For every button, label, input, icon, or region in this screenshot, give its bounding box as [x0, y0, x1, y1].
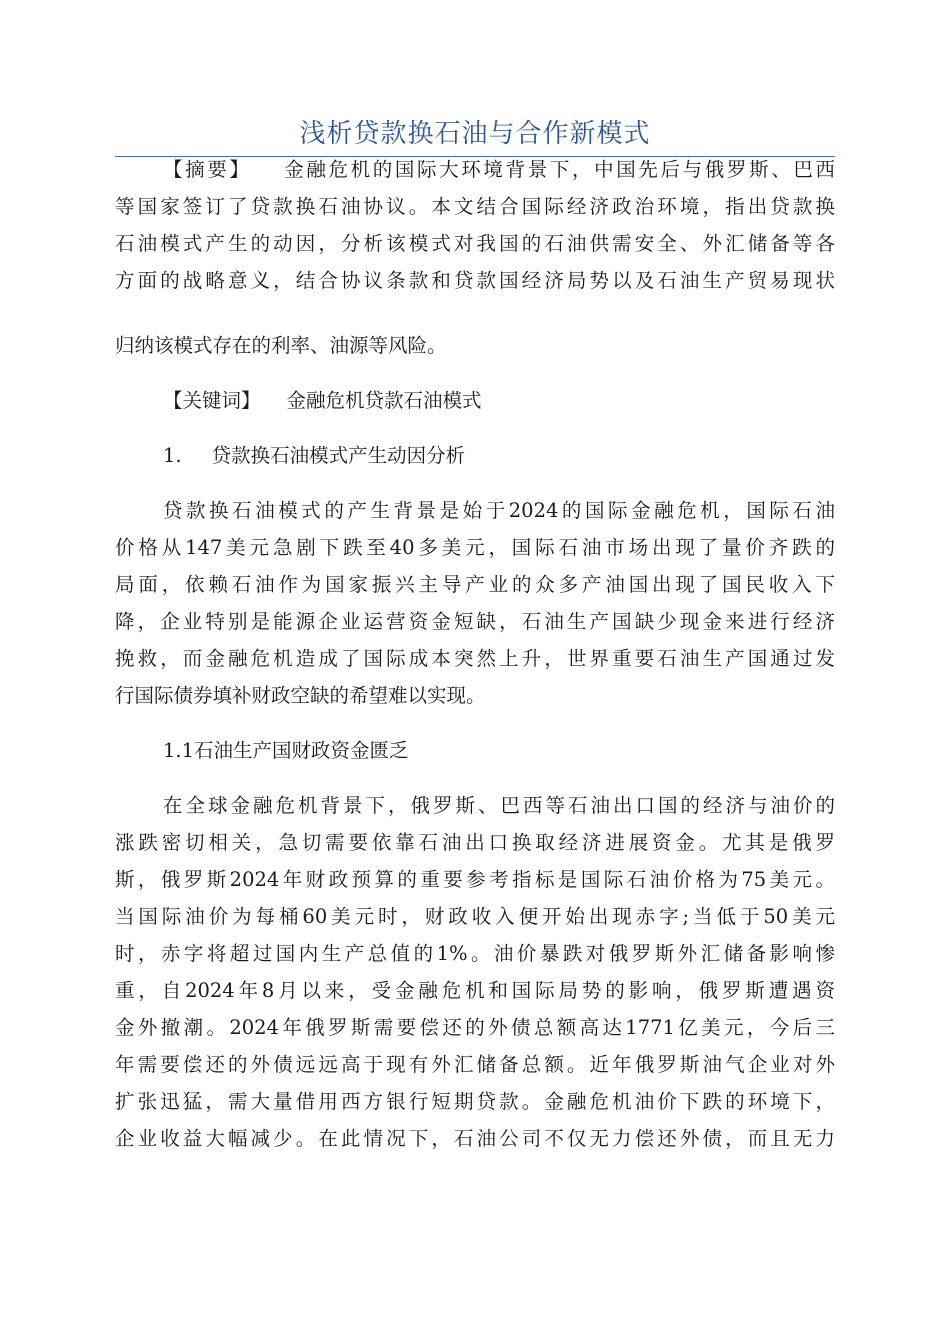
- section-1-1-para-line: 企业收益大幅减少。在此情况下，石油公司不仅无力偿还外债，而且无力: [115, 1127, 835, 1150]
- section-1-1-para-line: 重，自2024年8月以来，受金融危机和国际局势的影响，俄罗斯遭遇资: [115, 979, 835, 1002]
- abstract-line-5: 归纳该模式存在的利率、油源等风险。: [115, 334, 447, 357]
- keywords-text: 金融危机贷款石油模式: [286, 389, 482, 412]
- section-1-1-para-line: 在全球金融危机背景下，俄罗斯、巴西等石油出口国的经济与油价的: [163, 794, 835, 817]
- document-title: 浅析贷款换石油与合作新模式: [299, 119, 651, 149]
- abstract-line-3: 石油模式产生的动因，分析该模式对我国的石油供需安全、外汇储备等各: [115, 232, 835, 255]
- section-1-para-line: 价格从147美元急剧下跌至40多美元，国际石油市场出现了量价齐跌的: [115, 536, 835, 559]
- section-1-1-para-line: 涨跌密切相关，急切需要依靠石油出口换取经济进展资金。尤其是俄罗: [115, 831, 835, 854]
- section-1-para-line: 局面，依赖石油作为国家振兴主导产业的众多产油国出现了国民收入下: [115, 573, 835, 596]
- section-1-para-line: 降，企业特别是能源企业运营资金短缺，石油生产国缺少现金来进行经济: [115, 610, 835, 633]
- section-1-1-para-line: 扩张迅猛，需大量借用西方银行短期贷款。金融危机油价下跌的环境下，: [115, 1090, 835, 1113]
- section-1-1-para-line: 当国际油价为每桶60美元时，财政收入便开始出现赤字;当低于50美元: [115, 905, 835, 928]
- abstract-line-2: 等国家签订了贷款换石油协议。本文结合国际经济政治环境，指出贷款换: [115, 195, 835, 218]
- section-1-number: 1.: [163, 444, 182, 467]
- section-1-heading: [163, 438, 835, 474]
- section-1-1-para-line: 斯，俄罗斯2024年财政预算的重要参考指标是国际石油价格为75美元。: [115, 868, 835, 891]
- section-1-para-line: 贷款换石油模式的产生背景是始于2024的国际金融危机，国际石油: [163, 499, 835, 522]
- section-1-1-para-line: 时，赤字将超过国内生产总值的1%。油价暴跌对俄罗斯外汇储备影响惨: [115, 942, 835, 965]
- section-1-1-para-line: 金外撤潮。2024年俄罗斯需要偿还的外债总额高达1771亿美元，今后三: [115, 1016, 835, 1039]
- keywords-line: [163, 383, 835, 419]
- section-1-para-line: 挽救，而金融危机造成了国际成本突然上升，世界重要石油生产国通过发: [115, 647, 835, 670]
- section-1-1-para-line: 年需要偿还的外债远远高于现有外汇储备总额。近年俄罗斯油气企业对外: [115, 1053, 835, 1076]
- section-1-1-heading: 1.1石油生产国财政资金匮乏: [163, 739, 409, 762]
- keywords-label: 【关键词】: [163, 389, 261, 412]
- abstract-line-1: [163, 152, 835, 188]
- abstract-label: 【摘要】: [163, 158, 252, 181]
- abstract-line-4: 方面的战略意义，结合协议条款和贷款国经济局势以及石油生产贸易现状: [115, 269, 835, 292]
- section-1-para-line: 行国际债券填补财政空缺的希望难以实现。: [115, 684, 486, 707]
- section-1-title: 贷款换石油模式产生动因分析: [211, 444, 466, 467]
- abstract-text: 金融危机的国际大环境背景下，中国先后与俄罗斯、巴西: [281, 158, 835, 181]
